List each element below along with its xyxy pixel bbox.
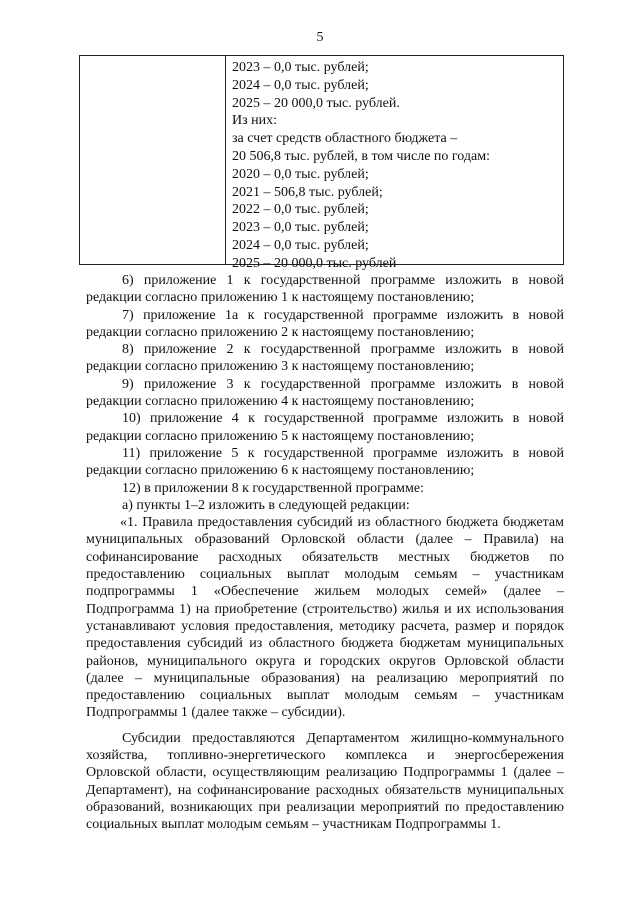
table-line: Из них:: [232, 113, 278, 129]
paragraph-item-10: 10) приложение 4 к государственной программе изложить в новой редакции согласно приложению 5 к настоящему постановлению;: [86, 411, 564, 444]
table-column-divider: [225, 56, 226, 264]
table-line: 2023 – 0,0 тыс. рублей;: [232, 220, 369, 236]
table-line: за счет средств областного бюджета –: [232, 131, 458, 147]
paragraph-item-8: 8) приложение 2 к государственной программе изложить в новой редакции согласно приложению 3 к настоящему постановлению;: [86, 342, 564, 375]
page-number: 5: [316, 30, 324, 45]
table-line: 2025 – 20 000,0 тыс. рублей.: [232, 95, 400, 111]
financing-table: [79, 55, 564, 271]
paragraph-rules-point-1: «1. Правила предоставления субсидий из областного бюджета бюджетам муниципальных образований Орловской области (далее – Правила) на софинансирование расходных обязательств местных бюджетов по предоставлению социальных выплат молодым семьям – участникам подпрограммы 1 «Обеспечение жильем молодых семей» (далее – Подпрограмма 1) на приобретение (строительство) жилья и их использования устанавливают условия предоставления, методику расчета, размер и порядок предоставления субсидий из областного бюджета бюджетам муниципальных районов, муниципального округа и городских округов Орловской области (далее – муниципальные образования) на реализацию мероприятий по предоставлению социальных выплат молодым семьям – участникам Подпрограммы 1 (далее также – субсидии).: [86, 515, 564, 721]
paragraph-item-6: 6) приложение 1 к государственной программе изложить в новой редакции согласно приложению 1 к настоящему постановлению;: [86, 273, 564, 306]
paragraph-item-11: 11) приложение 5 к государственной программе изложить в новой редакции согласно приложению 6 к настоящему постановлению;: [86, 445, 564, 479]
paragraph-item-7: 7) приложение 1а к государственной программе изложить в новой редакции согласно приложению 2 к настоящему постановлению;: [86, 307, 564, 340]
table-right-cell: [232, 59, 490, 273]
table-line: 2022 – 0,0 тыс. рублей;: [232, 202, 369, 218]
table-line: 2023 – 0,0 тыс. рублей;: [232, 60, 369, 75]
document-body: [86, 272, 564, 834]
paragraph-subsidies: Субсидии предоставляются Департаментом жилищно-коммунального хозяйства, топливно-энергетического комплекса и энергосбережения Орловской области, осуществляющим реализацию Подпрограммы 1 (далее – Департамент), на софинансирование расходных обязательств муниципальных образований, возникающих при реализации мероприятий по предоставлению социальных выплат молодым семьям – участникам Подпрограммы 1.: [86, 730, 564, 833]
table-line: 2024 – 0,0 тыс. рублей;: [232, 237, 369, 253]
table-line: 2024 – 0,0 тыс. рублей;: [232, 77, 369, 93]
paragraph-item-9: 9) приложение 3 к государственной программе изложить в новой редакции согласно приложению 4 к настоящему постановлению;: [86, 376, 564, 410]
table-line: 2025 – 20 000,0 тыс. рублей: [232, 255, 397, 271]
table-line: 20 506,8 тыс. рублей, в том числе по годам:: [232, 148, 490, 164]
table-line: 2021 – 506,8 тыс. рублей;: [232, 184, 383, 200]
paragraph-subitem-a: а) пункты 1–2 изложить в следующей редакции:: [122, 497, 410, 513]
paragraph-item-12: 12) в приложении 8 к государственной программе:: [122, 480, 424, 496]
table-line: 2020 – 0,0 тыс. рублей;: [232, 166, 369, 182]
